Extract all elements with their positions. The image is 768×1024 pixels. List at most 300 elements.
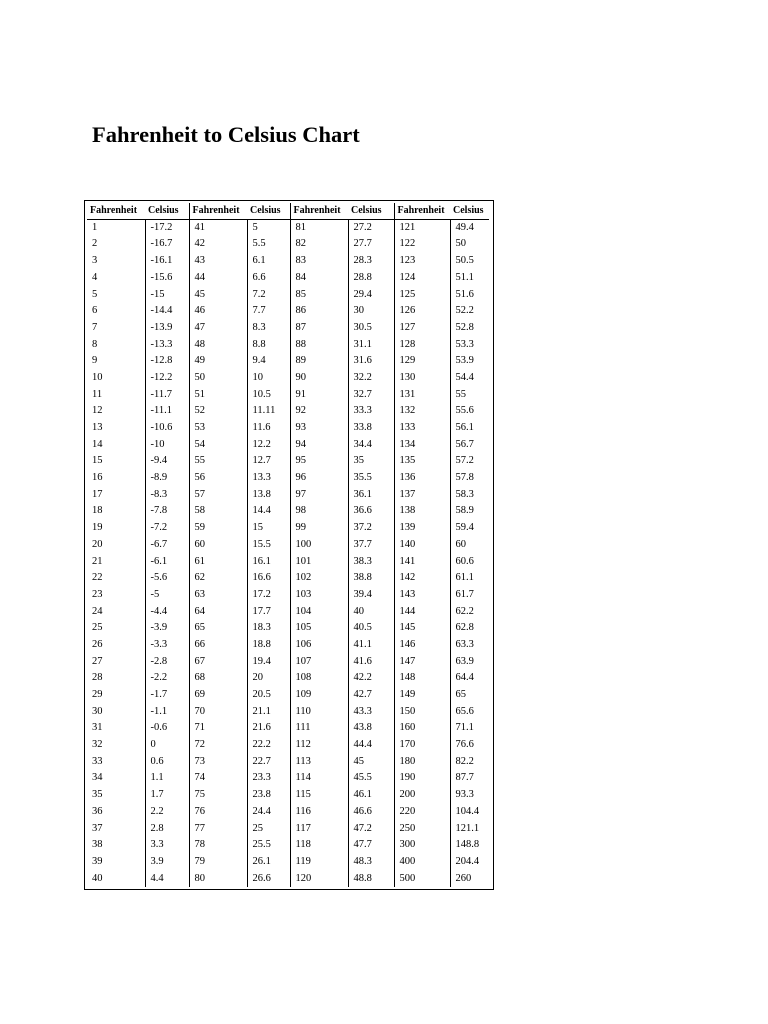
fahrenheit-cell: 15 xyxy=(87,453,145,470)
fahrenheit-cell: 5 xyxy=(87,286,145,303)
celsius-cell: 38.3 xyxy=(348,553,394,570)
celsius-cell: -16.7 xyxy=(145,236,189,253)
table-row xyxy=(87,804,489,821)
fahrenheit-cell: 50 xyxy=(189,370,247,387)
celsius-cell: 23.8 xyxy=(247,787,290,804)
table-row xyxy=(87,670,489,687)
celsius-cell: 37.7 xyxy=(348,537,394,554)
celsius-cell: 57.8 xyxy=(455,472,474,484)
fahrenheit-cell: 148 xyxy=(394,670,450,687)
celsius-cell: 56.1 xyxy=(455,422,474,434)
celsius-cell: -13.9 xyxy=(145,320,189,337)
celsius-cell: -13.3 xyxy=(145,337,189,354)
fahrenheit-cell: 55 xyxy=(189,453,247,470)
fahrenheit-cell: 137 xyxy=(394,487,450,504)
celsius-cell: 12.7 xyxy=(247,453,290,470)
celsius-cell: 3.9 xyxy=(145,854,189,871)
fahrenheit-cell: 100 xyxy=(290,537,348,554)
celsius-cell: 62.8 xyxy=(455,622,474,634)
table-row xyxy=(87,553,489,570)
fahrenheit-cell: 45 xyxy=(189,286,247,303)
fahrenheit-cell: 24 xyxy=(87,604,145,621)
celsius-cell: -11.7 xyxy=(145,387,189,404)
fahrenheit-cell: 88 xyxy=(290,337,348,354)
fahrenheit-cell: 143 xyxy=(394,587,450,604)
celsius-cell: -16.1 xyxy=(145,253,189,270)
celsius-cell: 58.3 xyxy=(455,488,474,500)
celsius-cell: 50.5 xyxy=(455,255,474,267)
fahrenheit-cell: 8 xyxy=(87,337,145,354)
header-fahrenheit: Fahrenheit xyxy=(87,203,145,220)
fahrenheit-cell: 40 xyxy=(87,871,145,888)
fahrenheit-cell: 190 xyxy=(394,770,450,787)
header-celsius: Celsius xyxy=(348,203,394,220)
fahrenheit-cell: 33 xyxy=(87,754,145,771)
fahrenheit-cell: 56 xyxy=(189,470,247,487)
table-row xyxy=(87,837,489,854)
celsius-cell: 71.1 xyxy=(455,722,474,734)
table-row xyxy=(87,820,489,837)
celsius-cell: -2.8 xyxy=(145,654,189,671)
fahrenheit-cell: 67 xyxy=(189,654,247,671)
fahrenheit-cell: 52 xyxy=(189,403,247,420)
fahrenheit-cell: 20 xyxy=(87,537,145,554)
celsius-cell: -8.9 xyxy=(145,470,189,487)
fahrenheit-cell: 35 xyxy=(87,787,145,804)
fahrenheit-cell: 110 xyxy=(290,704,348,721)
celsius-cell: 54.4 xyxy=(455,371,474,383)
fahrenheit-cell: 79 xyxy=(189,854,247,871)
fahrenheit-cell: 89 xyxy=(290,353,348,370)
fahrenheit-cell: 129 xyxy=(394,353,450,370)
celsius-cell: 30.5 xyxy=(348,320,394,337)
celsius-cell: 18.8 xyxy=(247,637,290,654)
celsius-cell: 63.9 xyxy=(455,655,474,667)
celsius-cell: 52.2 xyxy=(455,305,474,317)
celsius-cell: 2.2 xyxy=(145,804,189,821)
fahrenheit-cell: 6 xyxy=(87,303,145,320)
fahrenheit-cell: 64 xyxy=(189,604,247,621)
celsius-cell: 121.1 xyxy=(455,822,480,834)
fahrenheit-cell: 106 xyxy=(290,637,348,654)
celsius-cell: 41.1 xyxy=(348,637,394,654)
table-row xyxy=(87,470,489,487)
fahrenheit-cell: 113 xyxy=(290,754,348,771)
fahrenheit-cell: 139 xyxy=(394,520,450,537)
celsius-cell: -10 xyxy=(145,437,189,454)
celsius-cell: 93.3 xyxy=(455,789,474,801)
fahrenheit-cell: 115 xyxy=(290,787,348,804)
celsius-cell: -10.6 xyxy=(145,420,189,437)
celsius-cell: 104.4 xyxy=(455,805,480,817)
celsius-cell: 56.7 xyxy=(455,438,474,450)
fahrenheit-cell: 117 xyxy=(290,820,348,837)
fahrenheit-cell: 11 xyxy=(87,387,145,404)
fahrenheit-cell: 91 xyxy=(290,387,348,404)
celsius-cell: 11.11 xyxy=(247,403,290,420)
celsius-cell: 62.2 xyxy=(455,605,474,617)
celsius-cell: 1.1 xyxy=(145,770,189,787)
celsius-cell: 51.6 xyxy=(455,288,474,300)
fahrenheit-cell: 94 xyxy=(290,437,348,454)
fahrenheit-cell: 118 xyxy=(290,837,348,854)
celsius-cell: 52.8 xyxy=(455,321,474,333)
celsius-cell: 13.8 xyxy=(247,487,290,504)
fahrenheit-cell: 29 xyxy=(87,687,145,704)
fahrenheit-cell: 74 xyxy=(189,770,247,787)
celsius-cell: 31.6 xyxy=(348,353,394,370)
celsius-cell: 41.6 xyxy=(348,654,394,671)
celsius-cell: -6.7 xyxy=(145,537,189,554)
celsius-cell: 48.8 xyxy=(348,871,394,888)
fahrenheit-cell: 39 xyxy=(87,854,145,871)
celsius-cell: -3.9 xyxy=(145,620,189,637)
celsius-cell: 7.7 xyxy=(247,303,290,320)
table-row xyxy=(87,403,489,420)
fahrenheit-cell: 18 xyxy=(87,503,145,520)
table-row xyxy=(87,704,489,721)
celsius-cell: 15.5 xyxy=(247,537,290,554)
header-fahrenheit: Fahrenheit xyxy=(394,203,450,220)
table-row xyxy=(87,537,489,554)
celsius-cell: 37.2 xyxy=(348,520,394,537)
celsius-cell: 23.3 xyxy=(247,770,290,787)
fahrenheit-cell: 130 xyxy=(394,370,450,387)
celsius-cell: 55.6 xyxy=(455,405,474,417)
fahrenheit-cell: 54 xyxy=(189,437,247,454)
celsius-cell: 28.8 xyxy=(348,270,394,287)
fahrenheit-cell: 63 xyxy=(189,587,247,604)
fahrenheit-cell: 71 xyxy=(189,720,247,737)
celsius-cell: 27.7 xyxy=(348,236,394,253)
celsius-cell: -11.1 xyxy=(145,403,189,420)
fahrenheit-cell: 400 xyxy=(394,854,450,871)
fahrenheit-cell: 200 xyxy=(394,787,450,804)
celsius-cell: 10 xyxy=(247,370,290,387)
fahrenheit-cell: 51 xyxy=(189,387,247,404)
fahrenheit-cell: 104 xyxy=(290,604,348,621)
fahrenheit-cell: 28 xyxy=(87,670,145,687)
celsius-cell: 40.5 xyxy=(348,620,394,637)
table-row xyxy=(87,787,489,804)
celsius-cell: 11.6 xyxy=(247,420,290,437)
table-header-row xyxy=(87,203,489,220)
celsius-cell: 61.7 xyxy=(455,588,474,600)
fahrenheit-cell: 82 xyxy=(290,236,348,253)
celsius-cell: 2.8 xyxy=(145,820,189,837)
celsius-cell: 51.1 xyxy=(455,271,474,283)
celsius-cell: -15 xyxy=(145,286,189,303)
fahrenheit-cell: 111 xyxy=(290,720,348,737)
celsius-cell: 1.7 xyxy=(145,787,189,804)
fahrenheit-cell: 170 xyxy=(394,737,450,754)
table-row xyxy=(87,270,489,287)
celsius-cell: 61.1 xyxy=(455,572,474,584)
fahrenheit-cell: 84 xyxy=(290,270,348,287)
celsius-cell: 22.7 xyxy=(247,754,290,771)
table-row xyxy=(87,453,489,470)
fahrenheit-cell: 107 xyxy=(290,654,348,671)
celsius-cell: 21.6 xyxy=(247,720,290,737)
celsius-cell: -0.6 xyxy=(145,720,189,737)
celsius-cell: -17.2 xyxy=(145,220,189,237)
fahrenheit-cell: 73 xyxy=(189,754,247,771)
fahrenheit-cell: 102 xyxy=(290,570,348,587)
fahrenheit-cell: 250 xyxy=(394,820,450,837)
celsius-cell: 26.1 xyxy=(247,854,290,871)
fahrenheit-cell: 300 xyxy=(394,837,450,854)
table-row xyxy=(87,337,489,354)
table-row xyxy=(87,654,489,671)
celsius-cell: 40 xyxy=(348,604,394,621)
celsius-cell: 33.8 xyxy=(348,420,394,437)
fahrenheit-cell: 144 xyxy=(394,604,450,621)
fahrenheit-cell: 25 xyxy=(87,620,145,637)
celsius-cell: -12.2 xyxy=(145,370,189,387)
celsius-cell: 204.4 xyxy=(455,855,480,867)
celsius-cell: -14.4 xyxy=(145,303,189,320)
table-row xyxy=(87,687,489,704)
fahrenheit-cell: 37 xyxy=(87,820,145,837)
fahrenheit-cell: 14 xyxy=(87,437,145,454)
fahrenheit-cell: 27 xyxy=(87,654,145,671)
fahrenheit-cell: 135 xyxy=(394,453,450,470)
celsius-cell: 27.2 xyxy=(348,220,394,237)
celsius-cell: 46.6 xyxy=(348,804,394,821)
fahrenheit-cell: 93 xyxy=(290,420,348,437)
fahrenheit-cell: 80 xyxy=(189,871,247,888)
celsius-cell: 19.4 xyxy=(247,654,290,671)
celsius-cell: 58.9 xyxy=(455,505,474,517)
fahrenheit-cell: 23 xyxy=(87,587,145,604)
table-row xyxy=(87,754,489,771)
celsius-cell: 76.6 xyxy=(455,739,474,751)
fahrenheit-cell: 147 xyxy=(394,654,450,671)
fahrenheit-cell: 17 xyxy=(87,487,145,504)
table-row xyxy=(87,620,489,637)
celsius-cell: 33.3 xyxy=(348,403,394,420)
fahrenheit-cell: 72 xyxy=(189,737,247,754)
celsius-cell: 45.5 xyxy=(348,770,394,787)
fahrenheit-cell: 180 xyxy=(394,754,450,771)
celsius-cell: 0.6 xyxy=(145,754,189,771)
celsius-cell: 17.2 xyxy=(247,587,290,604)
fahrenheit-cell: 103 xyxy=(290,587,348,604)
table-row xyxy=(87,637,489,654)
fahrenheit-cell: 149 xyxy=(394,687,450,704)
celsius-cell: 20.5 xyxy=(247,687,290,704)
celsius-cell: 5.5 xyxy=(247,236,290,253)
table-row xyxy=(87,770,489,787)
celsius-cell: 53.9 xyxy=(455,355,474,367)
celsius-cell: 12.2 xyxy=(247,437,290,454)
celsius-cell: 24.4 xyxy=(247,804,290,821)
celsius-cell: 42.7 xyxy=(348,687,394,704)
fahrenheit-cell: 12 xyxy=(87,403,145,420)
celsius-cell: 59.4 xyxy=(455,522,474,534)
fahrenheit-cell: 65 xyxy=(189,620,247,637)
celsius-cell: 3.3 xyxy=(145,837,189,854)
table-row xyxy=(87,236,489,253)
conversion-table xyxy=(87,203,489,887)
fahrenheit-cell: 1 xyxy=(87,220,145,237)
celsius-cell: 25 xyxy=(247,820,290,837)
fahrenheit-cell: 116 xyxy=(290,804,348,821)
fahrenheit-cell: 43 xyxy=(189,253,247,270)
fahrenheit-cell: 90 xyxy=(290,370,348,387)
fahrenheit-cell: 77 xyxy=(189,820,247,837)
celsius-cell: 47.2 xyxy=(348,820,394,837)
celsius-cell: 35 xyxy=(348,453,394,470)
celsius-cell: 260 xyxy=(455,872,472,884)
celsius-cell: 8.3 xyxy=(247,320,290,337)
fahrenheit-cell: 49 xyxy=(189,353,247,370)
fahrenheit-cell: 9 xyxy=(87,353,145,370)
celsius-cell: 39.4 xyxy=(348,587,394,604)
fahrenheit-cell: 7 xyxy=(87,320,145,337)
fahrenheit-cell: 87 xyxy=(290,320,348,337)
fahrenheit-cell: 146 xyxy=(394,637,450,654)
fahrenheit-cell: 22 xyxy=(87,570,145,587)
celsius-cell: 7.2 xyxy=(247,286,290,303)
fahrenheit-cell: 150 xyxy=(394,704,450,721)
fahrenheit-cell: 34 xyxy=(87,770,145,787)
celsius-cell: 43.3 xyxy=(348,704,394,721)
fahrenheit-cell: 85 xyxy=(290,286,348,303)
celsius-cell: 63.3 xyxy=(455,638,474,650)
fahrenheit-cell: 134 xyxy=(394,437,450,454)
fahrenheit-cell: 92 xyxy=(290,403,348,420)
celsius-cell: 18.3 xyxy=(247,620,290,637)
fahrenheit-cell: 500 xyxy=(394,871,450,888)
fahrenheit-cell: 128 xyxy=(394,337,450,354)
fahrenheit-cell: 98 xyxy=(290,503,348,520)
fahrenheit-cell: 3 xyxy=(87,253,145,270)
celsius-cell: 44.4 xyxy=(348,737,394,754)
fahrenheit-cell: 32 xyxy=(87,737,145,754)
table-row xyxy=(87,487,489,504)
fahrenheit-cell: 114 xyxy=(290,770,348,787)
fahrenheit-cell: 31 xyxy=(87,720,145,737)
celsius-cell: 17.7 xyxy=(247,604,290,621)
fahrenheit-cell: 122 xyxy=(394,236,450,253)
table-row xyxy=(87,570,489,587)
celsius-cell: 42.2 xyxy=(348,670,394,687)
fahrenheit-cell: 60 xyxy=(189,537,247,554)
celsius-cell: -5 xyxy=(145,587,189,604)
celsius-cell: -1.1 xyxy=(145,704,189,721)
fahrenheit-cell: 16 xyxy=(87,470,145,487)
celsius-cell: 50 xyxy=(455,238,466,250)
celsius-cell: -4.4 xyxy=(145,604,189,621)
celsius-cell: -1.7 xyxy=(145,687,189,704)
fahrenheit-cell: 19 xyxy=(87,520,145,537)
celsius-cell: 21.1 xyxy=(247,704,290,721)
fahrenheit-cell: 58 xyxy=(189,503,247,520)
fahrenheit-cell: 142 xyxy=(394,570,450,587)
celsius-cell: 0 xyxy=(145,737,189,754)
header-celsius: Celsius xyxy=(247,203,290,220)
fahrenheit-cell: 4 xyxy=(87,270,145,287)
fahrenheit-cell: 160 xyxy=(394,720,450,737)
fahrenheit-cell: 81 xyxy=(290,220,348,237)
fahrenheit-cell: 41 xyxy=(189,220,247,237)
fahrenheit-cell: 48 xyxy=(189,337,247,354)
fahrenheit-cell: 125 xyxy=(394,286,450,303)
header-fahrenheit: Fahrenheit xyxy=(189,203,247,220)
table-row xyxy=(87,587,489,604)
header-celsius: Celsius xyxy=(145,203,189,220)
fahrenheit-cell: 97 xyxy=(290,487,348,504)
celsius-cell: 22.2 xyxy=(247,737,290,754)
table-row xyxy=(87,320,489,337)
celsius-cell: 16.6 xyxy=(247,570,290,587)
fahrenheit-cell: 109 xyxy=(290,687,348,704)
fahrenheit-cell: 10 xyxy=(87,370,145,387)
celsius-cell: -2.2 xyxy=(145,670,189,687)
celsius-cell: 28.3 xyxy=(348,253,394,270)
page-title: Fahrenheit to Celsius Chart xyxy=(92,122,360,147)
fahrenheit-cell: 120 xyxy=(290,871,348,888)
celsius-cell: 4.4 xyxy=(145,871,189,888)
table-row xyxy=(87,370,489,387)
celsius-cell: 49.4 xyxy=(455,222,474,234)
fahrenheit-cell: 2 xyxy=(87,236,145,253)
fahrenheit-cell: 127 xyxy=(394,320,450,337)
table-row xyxy=(87,737,489,754)
fahrenheit-cell: 133 xyxy=(394,420,450,437)
celsius-cell: 57.2 xyxy=(455,455,474,467)
table-row xyxy=(87,604,489,621)
fahrenheit-cell: 36 xyxy=(87,804,145,821)
header-fahrenheit: Fahrenheit xyxy=(290,203,348,220)
fahrenheit-cell: 131 xyxy=(394,387,450,404)
celsius-cell: 35.5 xyxy=(348,470,394,487)
fahrenheit-cell: 136 xyxy=(394,470,450,487)
fahrenheit-cell: 140 xyxy=(394,537,450,554)
table-row xyxy=(87,720,489,737)
fahrenheit-cell: 123 xyxy=(394,253,450,270)
celsius-cell: 6.1 xyxy=(247,253,290,270)
fahrenheit-cell: 61 xyxy=(189,553,247,570)
fahrenheit-cell: 47 xyxy=(189,320,247,337)
celsius-cell: 47.7 xyxy=(348,837,394,854)
celsius-cell: 65 xyxy=(455,689,466,701)
celsius-cell: -15.6 xyxy=(145,270,189,287)
fahrenheit-cell: 75 xyxy=(189,787,247,804)
fahrenheit-cell: 132 xyxy=(394,403,450,420)
table-row xyxy=(87,871,489,888)
celsius-cell: 13.3 xyxy=(247,470,290,487)
fahrenheit-cell: 99 xyxy=(290,520,348,537)
fahrenheit-cell: 62 xyxy=(189,570,247,587)
fahrenheit-cell: 145 xyxy=(394,620,450,637)
celsius-cell: 82.2 xyxy=(455,755,474,767)
celsius-cell: -7.8 xyxy=(145,503,189,520)
fahrenheit-cell: 124 xyxy=(394,270,450,287)
fahrenheit-cell: 101 xyxy=(290,553,348,570)
fahrenheit-cell: 86 xyxy=(290,303,348,320)
fahrenheit-cell: 108 xyxy=(290,670,348,687)
celsius-cell: 29.4 xyxy=(348,286,394,303)
celsius-cell: 6.6 xyxy=(247,270,290,287)
fahrenheit-cell: 138 xyxy=(394,503,450,520)
fahrenheit-cell: 30 xyxy=(87,704,145,721)
fahrenheit-cell: 105 xyxy=(290,620,348,637)
celsius-cell: 46.1 xyxy=(348,787,394,804)
celsius-cell: 60 xyxy=(455,538,466,550)
celsius-cell: 43.8 xyxy=(348,720,394,737)
